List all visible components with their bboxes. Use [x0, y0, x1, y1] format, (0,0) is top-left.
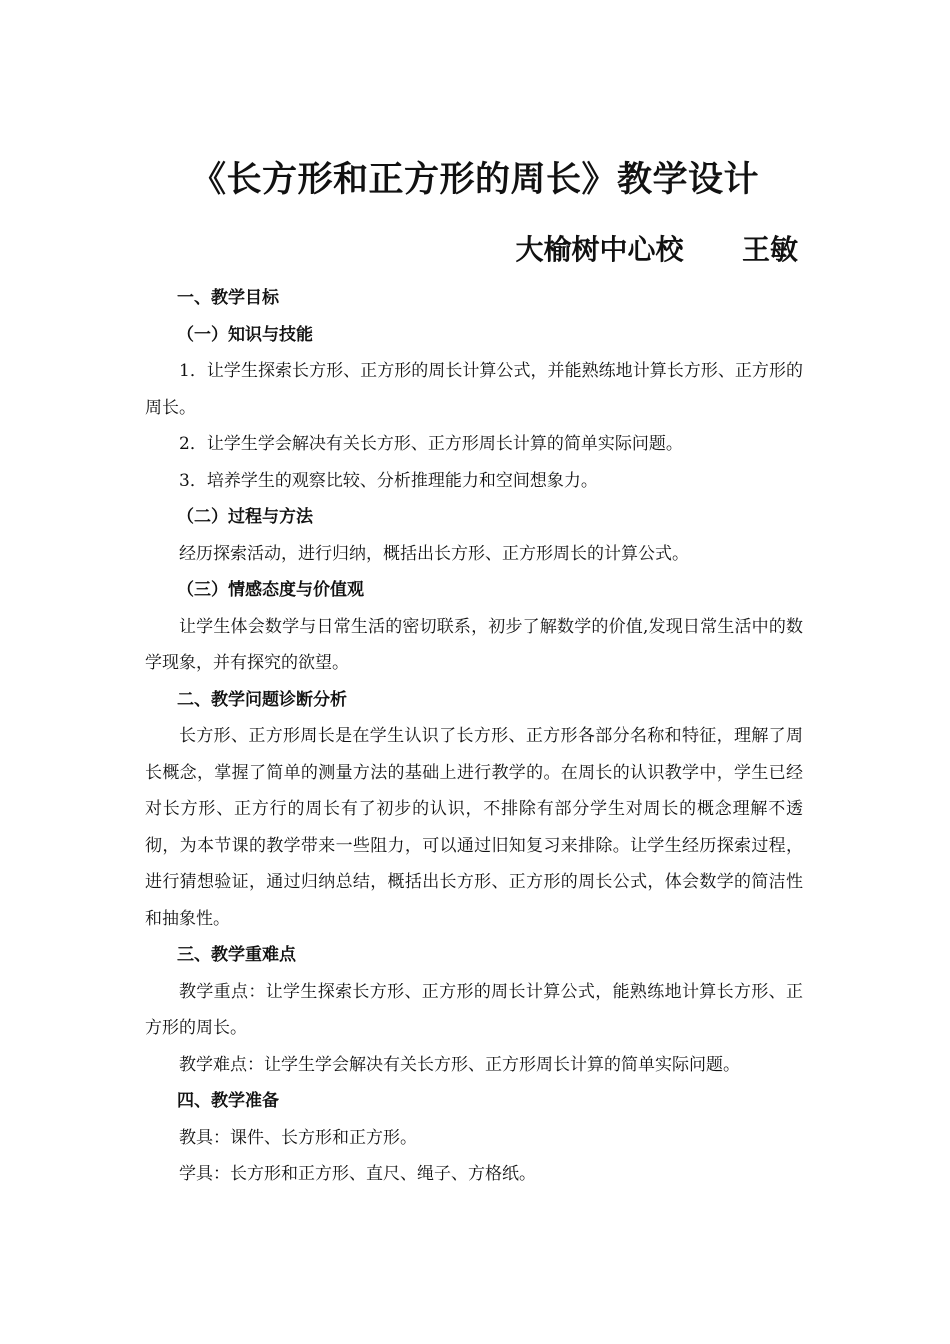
paragraph: 教学重点：让学生探索长方形、正方形的周长计算公式，能熟练地计算长方形、正方形的周长。: [145, 981, 803, 1038]
section-heading: 四、教学准备: [177, 1091, 279, 1111]
paragraph: 1．让学生探索长方形、正方形的周长计算公式，并能熟练地计算长方形、正方形的周长。: [145, 361, 803, 418]
paragraph: 2．让学生学会解决有关长方形、正方形周长计算的简单实际问题。: [179, 434, 683, 454]
paragraph: 长方形、正方形周长是在学生认识了长方形、正方形各部分名称和特征，理解了周长概念，掌握了简单的测量方法的基础上进行教学的。在周长的认识教学中，学生已经对长方形、正方行的周长有了初步的认识，不排除有部分学生对周长的概念理解不透彻，为本节课的教学带来一些阻力，可以通过旧知复习来排除。让学生经历探索过程，进行猜想验证，通过归纳总结，概括出长方形、正方形的周长公式，体会数学的简洁性和抽象性。: [145, 726, 803, 929]
subsection-heading: （二）过程与方法: [177, 507, 313, 527]
document-title: 《长方形和正方形的周长》教学设计: [190, 160, 759, 200]
paragraph: 让学生体会数学与日常生活的密切联系，初步了解数学的价值,发现日常生活中的数学现象，并有探究的欲望。: [145, 616, 803, 673]
document-body: [145, 280, 803, 1193]
paragraph: 学具：长方形和正方形、直尺、绳子、方格纸。: [179, 1164, 536, 1184]
section-heading: 三、教学重难点: [177, 945, 296, 965]
subsection-heading: （一）知识与技能: [177, 324, 313, 345]
subsection-heading: （三）情感态度与价值观: [177, 580, 364, 600]
author-line: 大榆树中心校 王敏: [515, 233, 798, 266]
paragraph: 教学难点：让学生学会解决有关长方形、正方形周长计算的简单实际问题。: [179, 1054, 740, 1075]
section-heading: 一、教学目标: [177, 288, 279, 308]
paragraph: 3．培养学生的观察比较、分析推理能力和空间想象力。: [179, 470, 598, 491]
paragraph: 经历探索活动，进行归纳，概括出长方形、正方形周长的计算公式。: [179, 543, 689, 564]
paragraph: 教具：课件、长方形和正方形。: [179, 1127, 417, 1148]
section-heading: 二、教学问题诊断分析: [177, 689, 347, 710]
